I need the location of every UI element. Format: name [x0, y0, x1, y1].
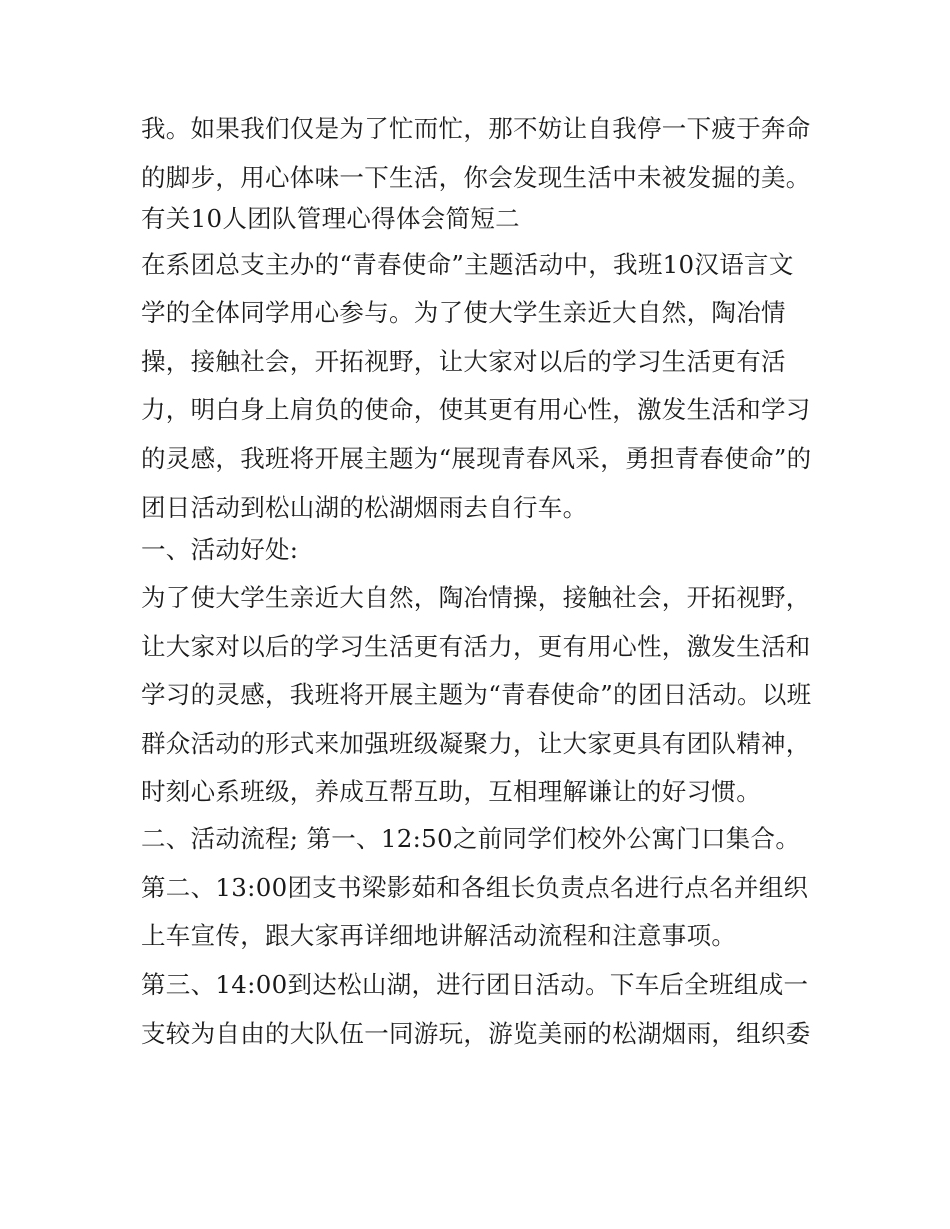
text-line: 力，明白身上肩负的使命，使其更有用心性，激发生活和学习 — [141, 395, 811, 424]
text-line: 在系团总支主办的“青春使命”主题活动中，我班10汉语言文 — [141, 250, 794, 279]
section-heading: 一、活动好处: — [141, 535, 299, 564]
text-line: 操，接触社会，开拓视野，让大家对以后的学习生活更有活 — [141, 347, 786, 376]
text-line: 学的全体同学用心参与。为了使大学生亲近大自然，陶冶情 — [141, 298, 786, 327]
text-line: 二、活动流程; 第一、12:50之前同学们校外公寓门口集合。 — [141, 824, 801, 853]
section-heading: 有关10人团队管理心得体会简短二 — [141, 204, 520, 233]
text-line: 支较为自由的大队伍一同游玩，游览美丽的松湖烟雨，组织委 — [141, 1019, 811, 1048]
text-line: 上车宣传，跟大家再详细地讲解活动流程和注意事项。 — [141, 921, 737, 950]
text-line: 我。如果我们仅是为了忙而忙，那不妨让自我停一下疲于奔命 — [141, 114, 811, 143]
text-line: 时刻心系班级，养成互帮互助，互相理解谦让的好习惯。 — [141, 777, 761, 806]
text-line: 团日活动到松山湖的松湖烟雨去自行车。 — [141, 493, 588, 522]
text-line: 为了使大学生亲近大自然，陶冶情操，接触社会，开拓视野， — [141, 583, 811, 612]
text-line: 第二、13:00团支书梁影茹和各组长负责点名进行点名并组织 — [141, 873, 809, 902]
text-line: 的灵感，我班将开展主题为“展现青春风采，勇担青春使命”的 — [141, 444, 812, 473]
text-line: 让大家对以后的学习生活更有活力，更有用心性，激发生活和 — [141, 632, 811, 661]
document-body — [141, 108, 813, 1055]
text-line: 的脚步，用心体味一下生活，你会发现生活中未被发掘的美。 — [141, 163, 811, 192]
text-line: 第三、14:00到达松山湖，进行团日活动。下车后全班组成一 — [141, 970, 809, 999]
text-line: 学习的灵感，我班将开展主题为“青春使命”的团日活动。以班 — [141, 680, 812, 709]
text-line: 群众活动的形式来加强班级凝聚力，让大家更具有团队精神， — [141, 729, 811, 758]
